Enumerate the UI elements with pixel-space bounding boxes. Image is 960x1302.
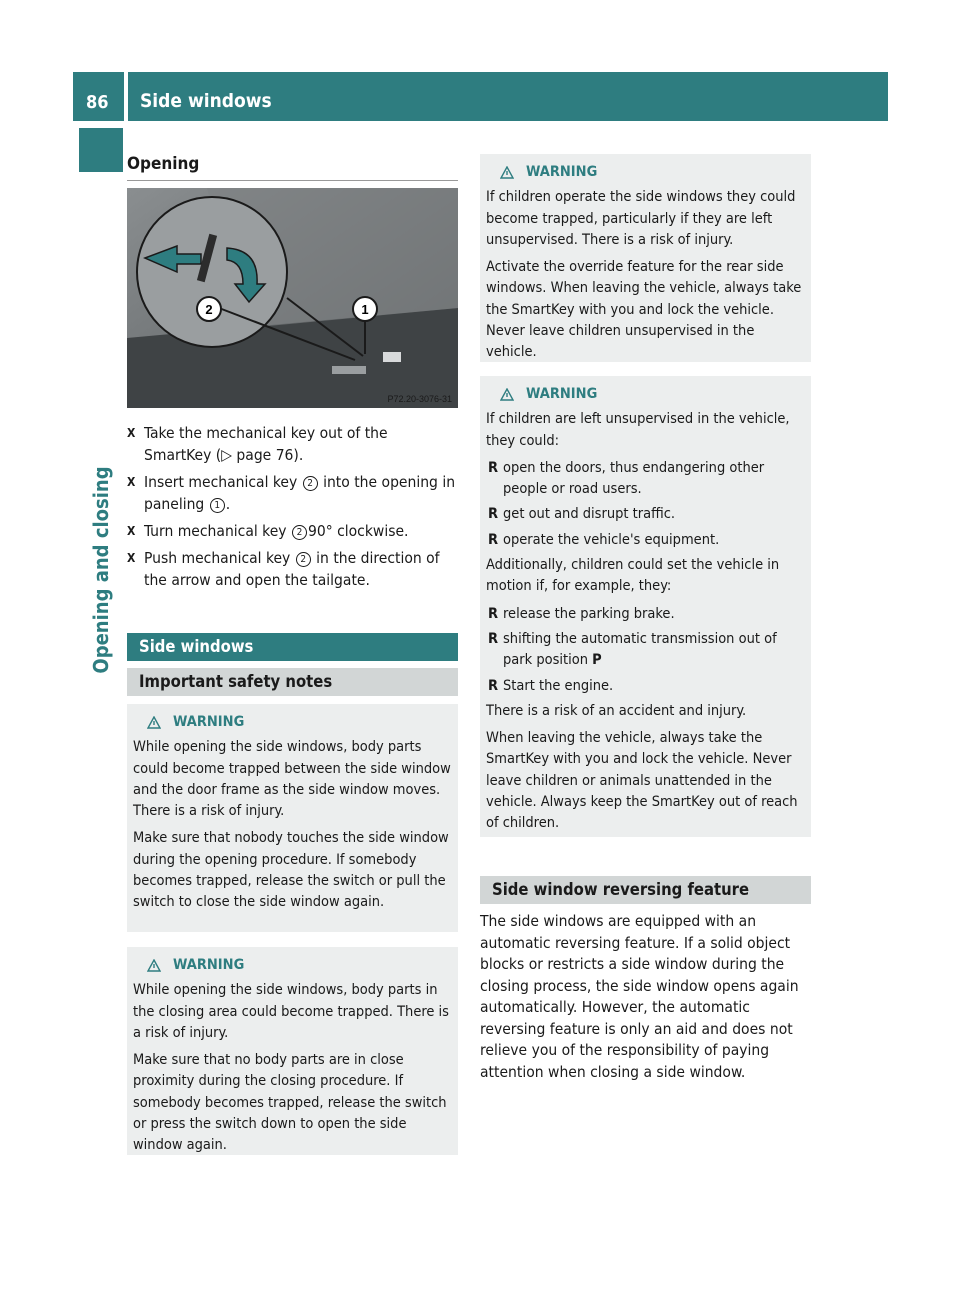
side-windows-heading: Side windows: [127, 633, 458, 661]
warning-triangle-icon: [147, 959, 161, 972]
step-item: X Take the mechanical key out of the SmartKey (▷ page 76).: [127, 424, 388, 464]
warning-triangle-icon: [500, 388, 514, 401]
bullet-item: R operate the vehicle's equipment.: [488, 531, 720, 548]
page-number: 86: [86, 92, 109, 113]
opening-heading: Opening: [127, 154, 458, 181]
figure-illustration: [127, 188, 458, 408]
warning-text: Make sure that nobody touches the side window during the opening procedure. If somebody becomes trapped, release the switch or pull the switch to close the side window again.: [133, 830, 449, 911]
warning-title: WARNING: [147, 955, 452, 976]
warning-title: WARNING: [500, 162, 805, 183]
safety-notes-heading: Important safety notes: [127, 668, 458, 696]
warning-title: WARNING: [147, 712, 452, 733]
bullet-item: R release the parking brake.: [488, 605, 675, 622]
step-marker-icon: X: [127, 524, 136, 538]
warning-text: Additionally, children could set the vehicle in motion if, for example, they:: [486, 557, 780, 595]
warning-text: While opening the side windows, body parts in the closing area could become trapped. There is a risk of injury.: [133, 982, 449, 1041]
opening-steps: [127, 422, 459, 596]
header-divider: [124, 72, 128, 121]
svg-text:2: 2: [205, 302, 213, 317]
svg-text:1: 1: [361, 302, 369, 317]
step-marker-icon: X: [127, 551, 136, 565]
side-tab-marker: [79, 128, 123, 172]
step-marker-icon: X: [127, 475, 136, 489]
warning-text: There is a risk of an accident and injury.: [486, 702, 747, 719]
warning-box-4: [480, 376, 811, 837]
warning-box-2: [127, 947, 458, 1155]
warning-text: When leaving the vehicle, always take the SmartKey with you and lock the vehicle. Never leave children or animals unattended in the vehicle. Always keep the SmartKey out of reach of children.: [486, 730, 798, 832]
warning-box-3: [480, 154, 811, 362]
step-item: X Insert mechanical key 2 into the opening in paneling 1 .: [127, 473, 456, 513]
bullet-item: R shifting the automatic transmission out of park position P: [488, 630, 777, 669]
chapter-title: Side windows: [140, 90, 272, 112]
side-tab-label: Opening and closing: [89, 466, 113, 674]
bullet-item: R Start the engine.: [488, 677, 614, 694]
warning-text: Activate the override feature for the rear side windows. When leaving the vehicle, always take the SmartKey with you and lock the vehicle. Never leave children unsupervised in the vehicle.: [486, 259, 802, 361]
warning-text: If children operate the side windows they could become trapped, particularly if they are left unsupervised. There is a risk of injury.: [486, 189, 796, 248]
warning-text: While opening the side windows, body parts could become trapped between the side window and the door frame as the side window moves. There is a risk of injury.: [133, 739, 451, 820]
step-item: X Turn mechanical key 2 90° clockwise.: [127, 522, 409, 540]
warning-text: Make sure that no body parts are in close proximity during the closing procedure. If somebody becomes trapped, release the switch or press the switch down to open the side window again.: [133, 1052, 447, 1154]
warning-text: If children are left unsupervised in the vehicle, they could:: [486, 411, 790, 449]
step-marker-icon: X: [127, 426, 136, 440]
bullet-item: R get out and disrupt traffic.: [488, 506, 676, 523]
warning-triangle-icon: [147, 716, 161, 729]
warning-title: WARNING: [500, 384, 805, 405]
step-item: X Push mechanical key 2 in the direction of the arrow and open the tailgate.: [127, 549, 440, 589]
figure-code: P72.20-3076-31: [387, 394, 452, 404]
reversing-feature-text: The side windows are equipped with an automatic reversing feature. If a solid object blocks or restricts a side window during the closing process, the side window opens again automatically. However, the automatic reversing feature is only an aid and does not relieve you of the responsibility of paying attention when closing a side window.: [480, 912, 799, 1081]
warning-box-1: [127, 704, 458, 932]
tailgate-opening-figure: [127, 188, 458, 408]
bullet-item: R open the doors, thus endangering other people or road users.: [488, 459, 765, 498]
reversing-feature-heading: Side window reversing feature: [480, 876, 811, 904]
warning-triangle-icon: [500, 166, 514, 179]
